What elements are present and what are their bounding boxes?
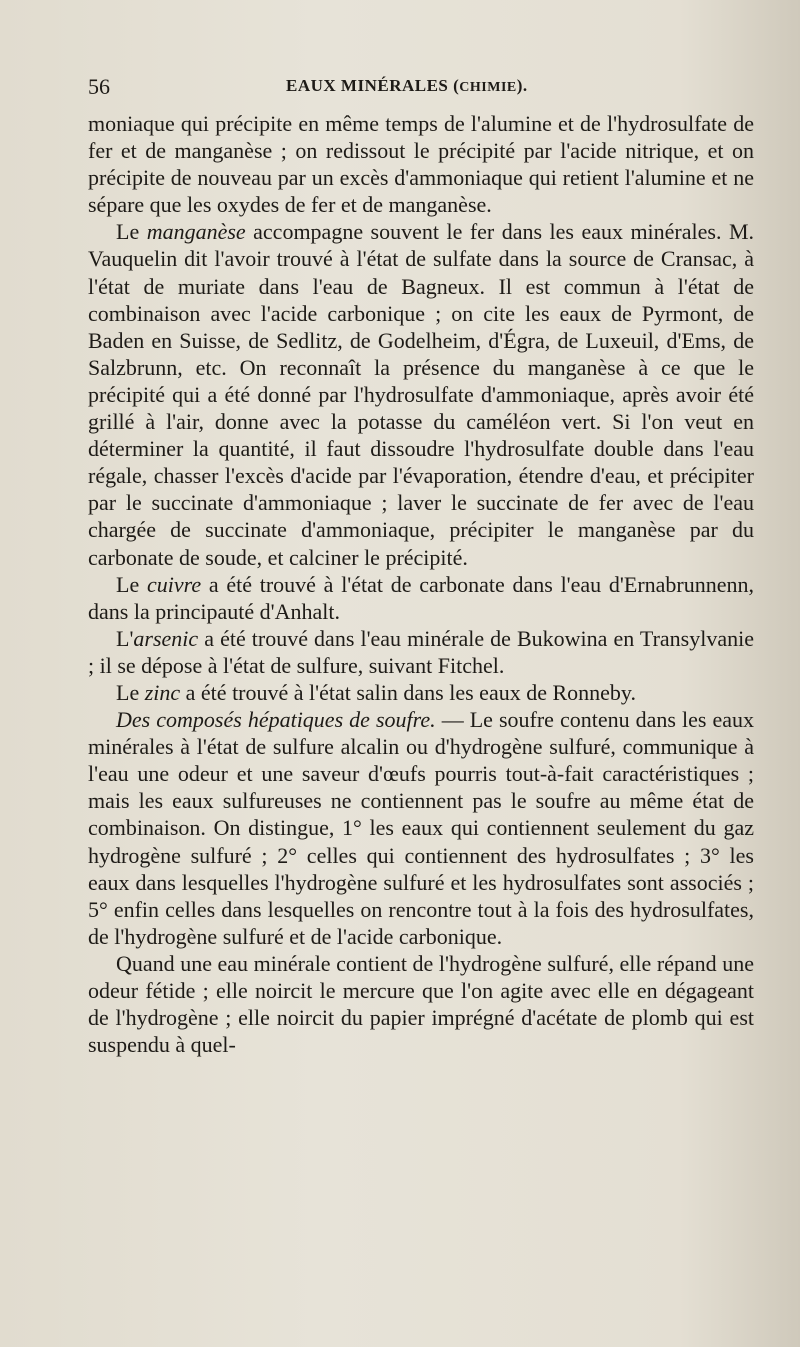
paragraph-text: — Le soufre contenu dans les eaux minérales à l'état de sulfure alcalin ou d'hydrogène sulfuré, communique à l'eau une odeur et une saveur d'œufs pourris tout-à-fait caractéristiques ; mais les eaux sulfureuses ne contiennent pas le soufre au même état de combinaison. On distingue, 1° les eaux qui contiennent seulement du gaz hydrogène sulfuré ; 2° celles qui contiennent des hydrosulfates ; 3° les eaux dans lesquelles l'hydrogène sulfuré et les hydrosulfates sont associés ; 5° enfin celles dans lesquelles on rencontre tout à la fois des hydrosulfates, de l'hydrogène sulfuré et de l'acide carbonique.	[88, 707, 754, 949]
page-number: 56	[88, 74, 110, 99]
paragraph-lead-italic: zinc	[144, 679, 181, 705]
paragraph-4	[88, 625, 754, 679]
paragraph-2	[88, 218, 754, 570]
running-head	[286, 76, 528, 96]
paragraph-lead: Le	[116, 679, 145, 705]
paragraph-text: a été trouvé à l'état salin dans les eaux de Ronneby.	[180, 679, 636, 705]
paragraph-lead: Le	[116, 219, 147, 245]
paragraph-text: Quand une eau minérale contient de l'hydrogène sulfuré, elle répand une odeur fétide ; elle noircit le mercure que l'on agite avec elle en dégageant de l'hydrogène ; elle noircit du papier imprégné d'acétate de plomb qui est suspendu à quel-	[88, 950, 754, 1058]
paragraph-7	[88, 950, 754, 1058]
paragraph-text: accompagne souvent le fer dans les eaux minérales. M. Vauquelin dit l'avoir trouvé à l'état de sulfate dans la source de Cransac, à l'état de muriate dans l'eau de Bagneux. Il est commun à l'état de combinaison avec l'acide carbonique ; on cite les eaux de Pyrmont, de Baden en Suisse, de Sedlitz, de Godelheim, d'Égra, de Luxeuil, d'Ems, de Salzbrunn, etc. On reconnaît la présence du manganèse à ce que le précipité qui a été donné par l'hydrosulfate d'ammoniaque, après avoir été grillé à l'air, donne avec la potasse du caméléon vert. Si l'on veut en déterminer la quantité, il faut dissoudre l'hydrosulfate double dans l'eau régale, chasser l'excès d'acide par l'évaporation, étendre d'eau, et précipiter par le succinate d'ammoniaque ; laver le succinate de fer avec de l'eau chargée de succinate d'ammoniaque, précipiter le manganèse par du carbonate de soude, et calciner le précipité.	[88, 219, 755, 570]
paragraph-text: a été trouvé dans l'eau minérale de Bukowina en Transylvanie ; il se dépose à l'état de sulfure, suivant Fitchel.	[88, 625, 754, 678]
running-head-main: EAUX MINÉRALES (	[286, 76, 460, 95]
paragraph-lead-italic: cuivre	[146, 571, 202, 597]
paragraph-text: moniaque qui précipite en même temps de l'alumine et de l'hydrosulfate de fer et de manganèse ; on redissout le précipité par l'acide nitrique, et on précipite de nouveau par un excès d'ammoniaque qui retient l'alumine et ne sépare que les oxydes de fer et de manganèse.	[88, 111, 754, 218]
paragraph-text: a été trouvé à l'état de carbonate dans l'eau d'Ernabrunnenn, dans la principauté d'Anhalt.	[88, 571, 755, 624]
paragraph-1	[88, 110, 754, 218]
paragraph-lead-italic: arsenic	[133, 625, 199, 651]
paragraph-lead: L'	[116, 625, 134, 651]
page-body	[88, 110, 754, 1058]
paragraph-5	[88, 679, 754, 706]
page-header	[88, 74, 752, 104]
running-head-end: ).	[516, 76, 528, 95]
paragraph-lead: Le	[116, 571, 147, 597]
paragraph-lead-italic: manganèse	[146, 219, 246, 245]
running-head-small: CHIMIE	[459, 80, 517, 95]
paragraph-3	[88, 571, 754, 625]
section-heading: Des composés hépatiques de soufre.	[116, 707, 436, 733]
paragraph-6	[88, 706, 754, 950]
